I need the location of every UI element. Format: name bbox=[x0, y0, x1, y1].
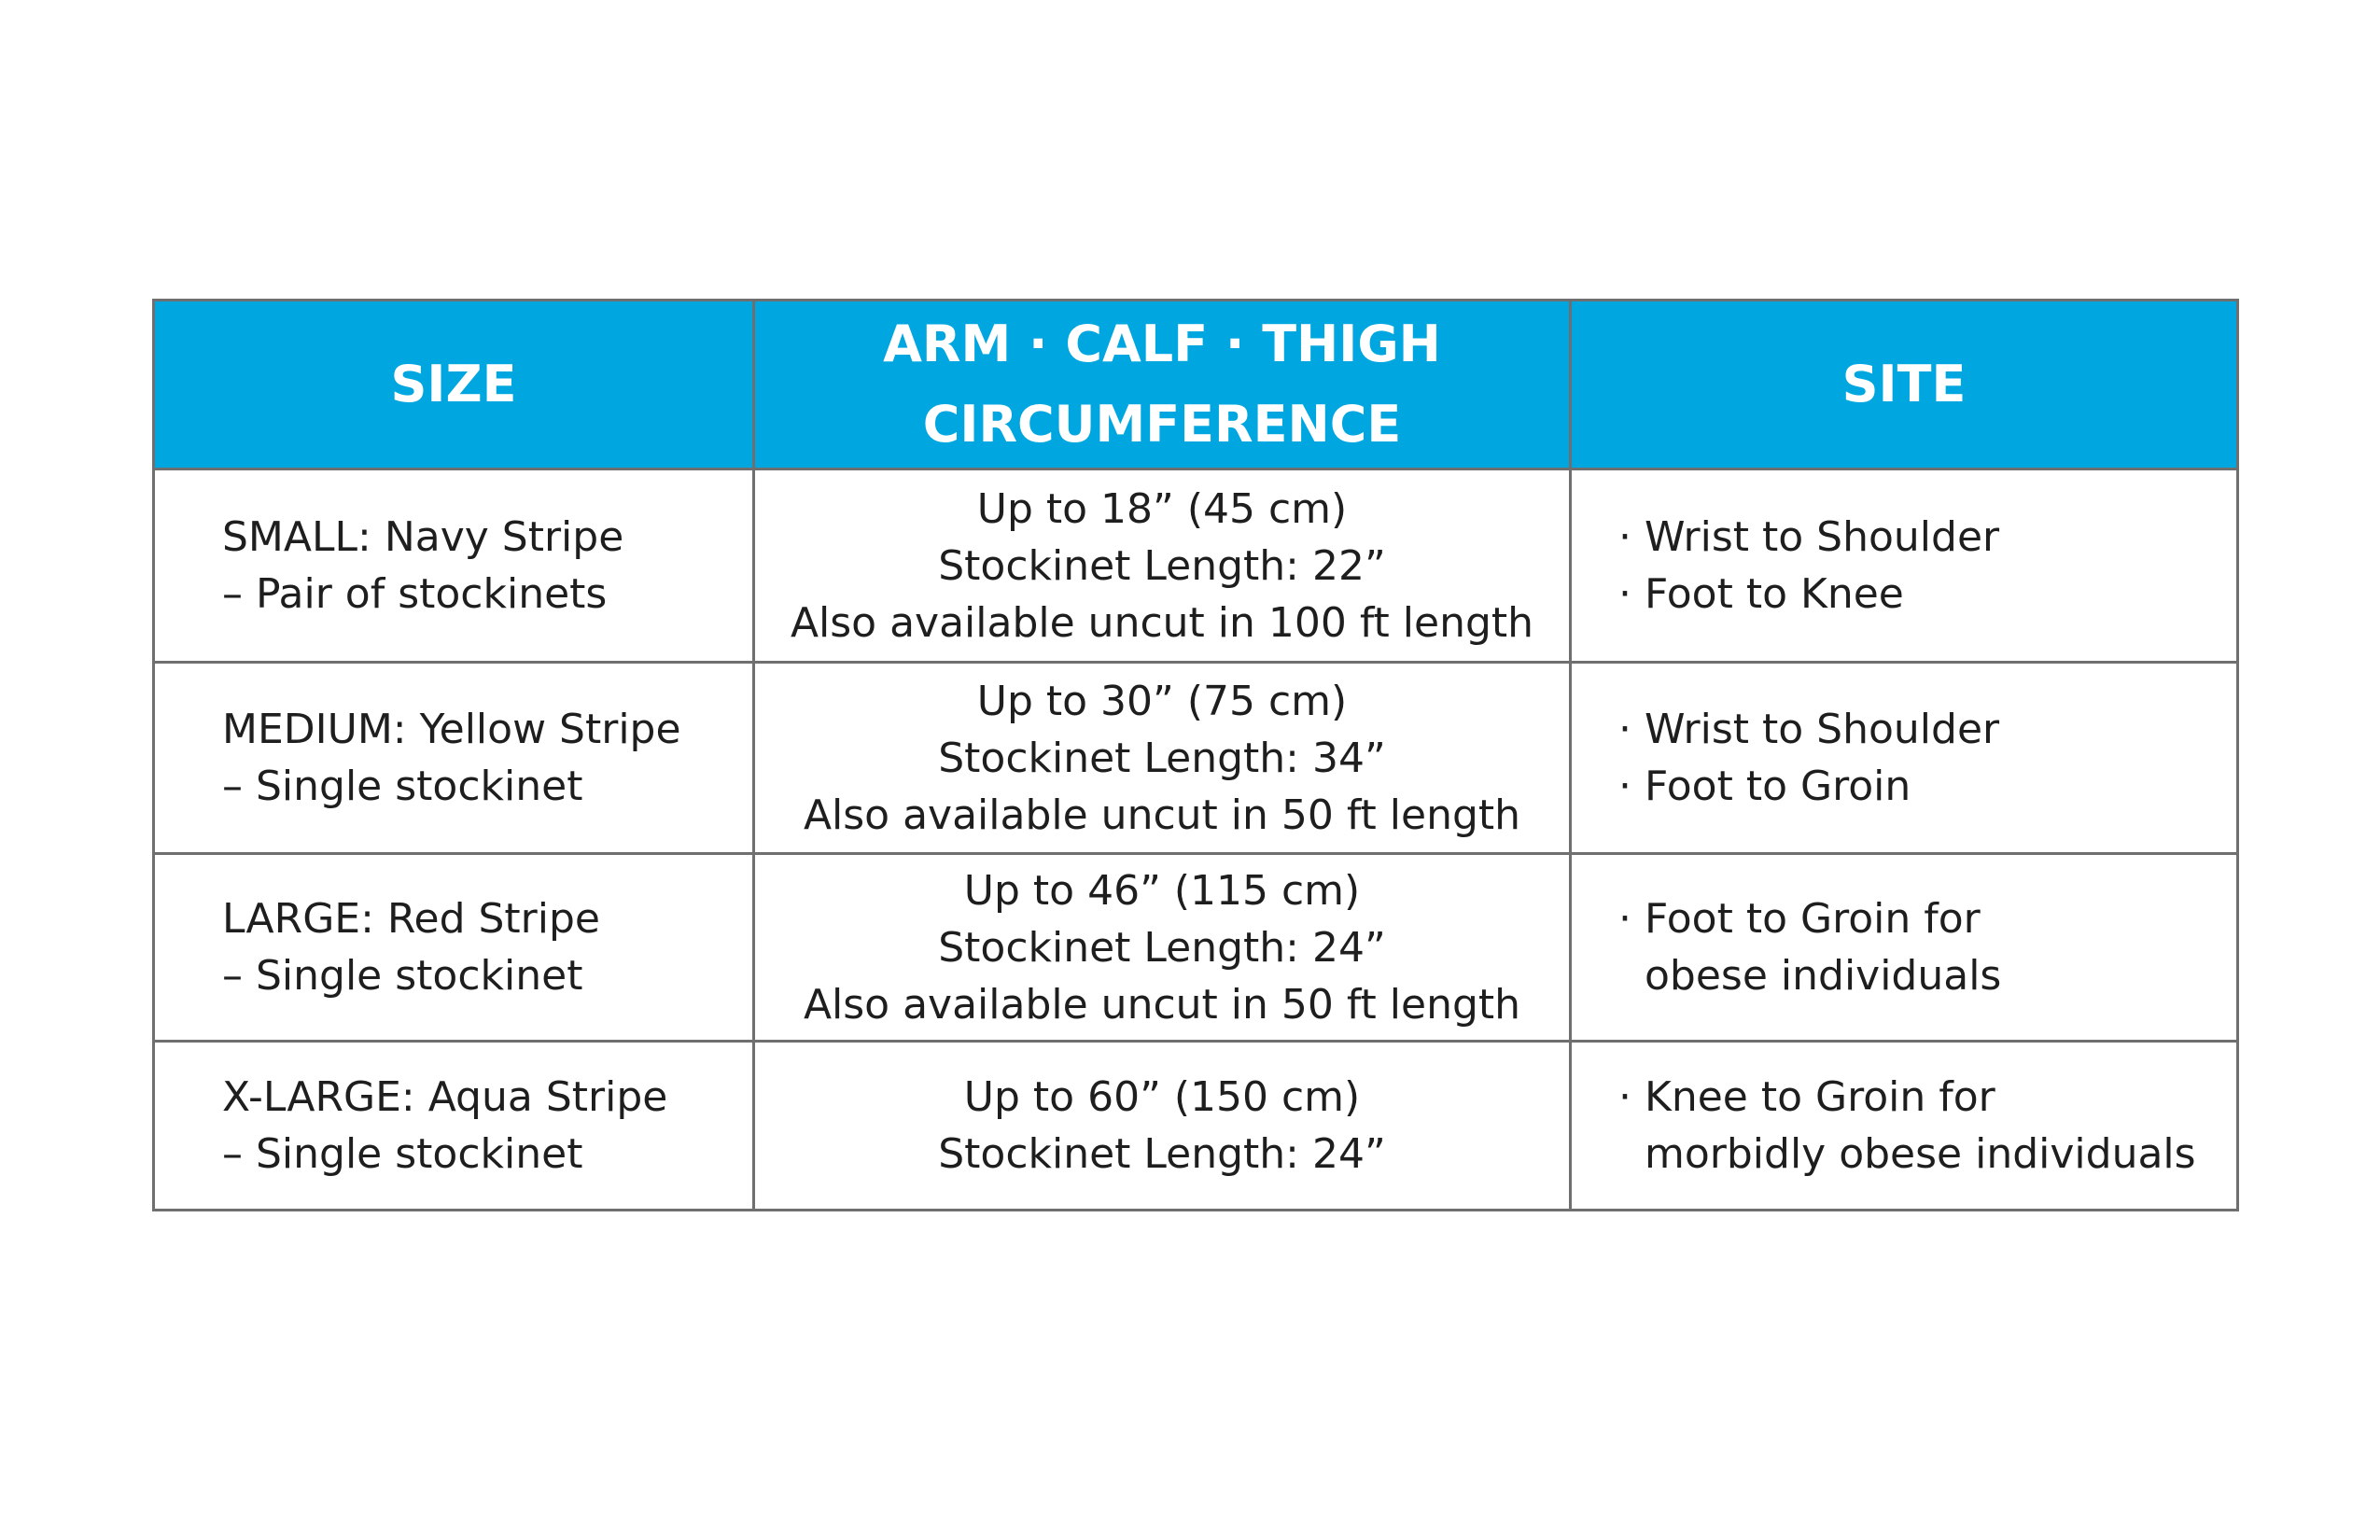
site-item-label: Knee to Groin for bbox=[1645, 1073, 1995, 1121]
header-size bbox=[154, 301, 754, 469]
size-name: SMALL: Navy Stripe bbox=[222, 513, 624, 561]
circumference-cell bbox=[754, 1042, 1571, 1211]
stockinet-length: Stockinet Length: 22” bbox=[938, 541, 1386, 590]
size-note: – Single stockinet bbox=[222, 952, 583, 1000]
site-item-label: Wrist to Shoulder bbox=[1645, 706, 2000, 753]
header-site bbox=[1571, 301, 2238, 469]
site-item-continuation: morbidly obese individuals bbox=[1645, 1130, 2196, 1178]
header-size-label: SIZE bbox=[390, 355, 517, 413]
size-note: – Single stockinet bbox=[222, 763, 583, 810]
size-cell bbox=[154, 1042, 754, 1211]
header-site-label: SITE bbox=[1841, 355, 1967, 413]
size-note: – Pair of stockinets bbox=[222, 570, 608, 618]
bullet-marker: · bbox=[1618, 1073, 1631, 1121]
site-cell bbox=[1571, 469, 2238, 663]
table-header bbox=[154, 301, 2238, 469]
size-note: – Single stockinet bbox=[222, 1130, 583, 1178]
site-item-label: Foot to Groin for bbox=[1645, 895, 1981, 943]
circumference-cell bbox=[754, 469, 1571, 663]
header-circumference bbox=[754, 301, 1571, 469]
site-cell bbox=[1571, 854, 2238, 1042]
size-cell bbox=[154, 663, 754, 854]
site-item bbox=[1618, 758, 2236, 815]
circumference-max: Up to 30” (75 cm) bbox=[976, 677, 1348, 725]
bullet-marker: · bbox=[1618, 706, 1631, 753]
circumference-cell bbox=[754, 663, 1571, 854]
table-row-x-large bbox=[154, 1042, 2238, 1211]
table-row-medium bbox=[154, 663, 2238, 854]
circumference-max: Up to 60” (150 cm) bbox=[963, 1073, 1361, 1121]
stockinet-length: Stockinet Length: 24” bbox=[938, 923, 1386, 972]
size-cell bbox=[154, 469, 754, 663]
uncut-availability: Also available uncut in 50 ft length bbox=[803, 791, 1521, 839]
circumference-max: Up to 46” (115 cm) bbox=[963, 866, 1361, 915]
table-body bbox=[154, 469, 2238, 1211]
site-item-label: Wrist to Shoulder bbox=[1645, 513, 2000, 561]
site-cell bbox=[1571, 1042, 2238, 1211]
header-circumference-line1: ARM · CALF · THIGH bbox=[883, 315, 1441, 373]
bullet-marker: · bbox=[1618, 570, 1631, 618]
site-item-label: Foot to Groin bbox=[1645, 763, 1911, 810]
stockinet-size-table bbox=[152, 299, 2239, 1211]
header-circumference-line2: CIRCUMFERENCE bbox=[922, 395, 1402, 454]
size-name: LARGE: Red Stripe bbox=[222, 895, 600, 943]
stockinet-length: Stockinet Length: 24” bbox=[938, 1130, 1386, 1178]
site-item bbox=[1618, 1069, 2236, 1126]
size-cell bbox=[154, 854, 754, 1042]
site-item bbox=[1618, 890, 2236, 947]
circumference-cell bbox=[754, 854, 1571, 1042]
size-name: X-LARGE: Aqua Stripe bbox=[222, 1073, 668, 1121]
header-row bbox=[154, 301, 2238, 469]
bullet-marker: · bbox=[1618, 895, 1631, 943]
site-item bbox=[1618, 509, 2236, 566]
bullet-marker: · bbox=[1618, 513, 1631, 561]
site-item bbox=[1618, 566, 2236, 623]
bullet-marker: · bbox=[1618, 763, 1631, 810]
site-item-continuation: obese individuals bbox=[1645, 952, 2002, 1000]
site-item bbox=[1618, 701, 2236, 758]
table-row-small bbox=[154, 469, 2238, 663]
uncut-availability: Also available uncut in 50 ft length bbox=[803, 980, 1521, 1029]
table-row-large bbox=[154, 854, 2238, 1042]
size-name: MEDIUM: Yellow Stripe bbox=[222, 706, 681, 753]
uncut-availability: Also available uncut in 100 ft length bbox=[790, 598, 1534, 647]
stockinet-length: Stockinet Length: 34” bbox=[938, 734, 1386, 782]
site-item-label: Foot to Knee bbox=[1645, 570, 1904, 618]
circumference-max: Up to 18” (45 cm) bbox=[976, 484, 1348, 533]
site-cell bbox=[1571, 663, 2238, 854]
